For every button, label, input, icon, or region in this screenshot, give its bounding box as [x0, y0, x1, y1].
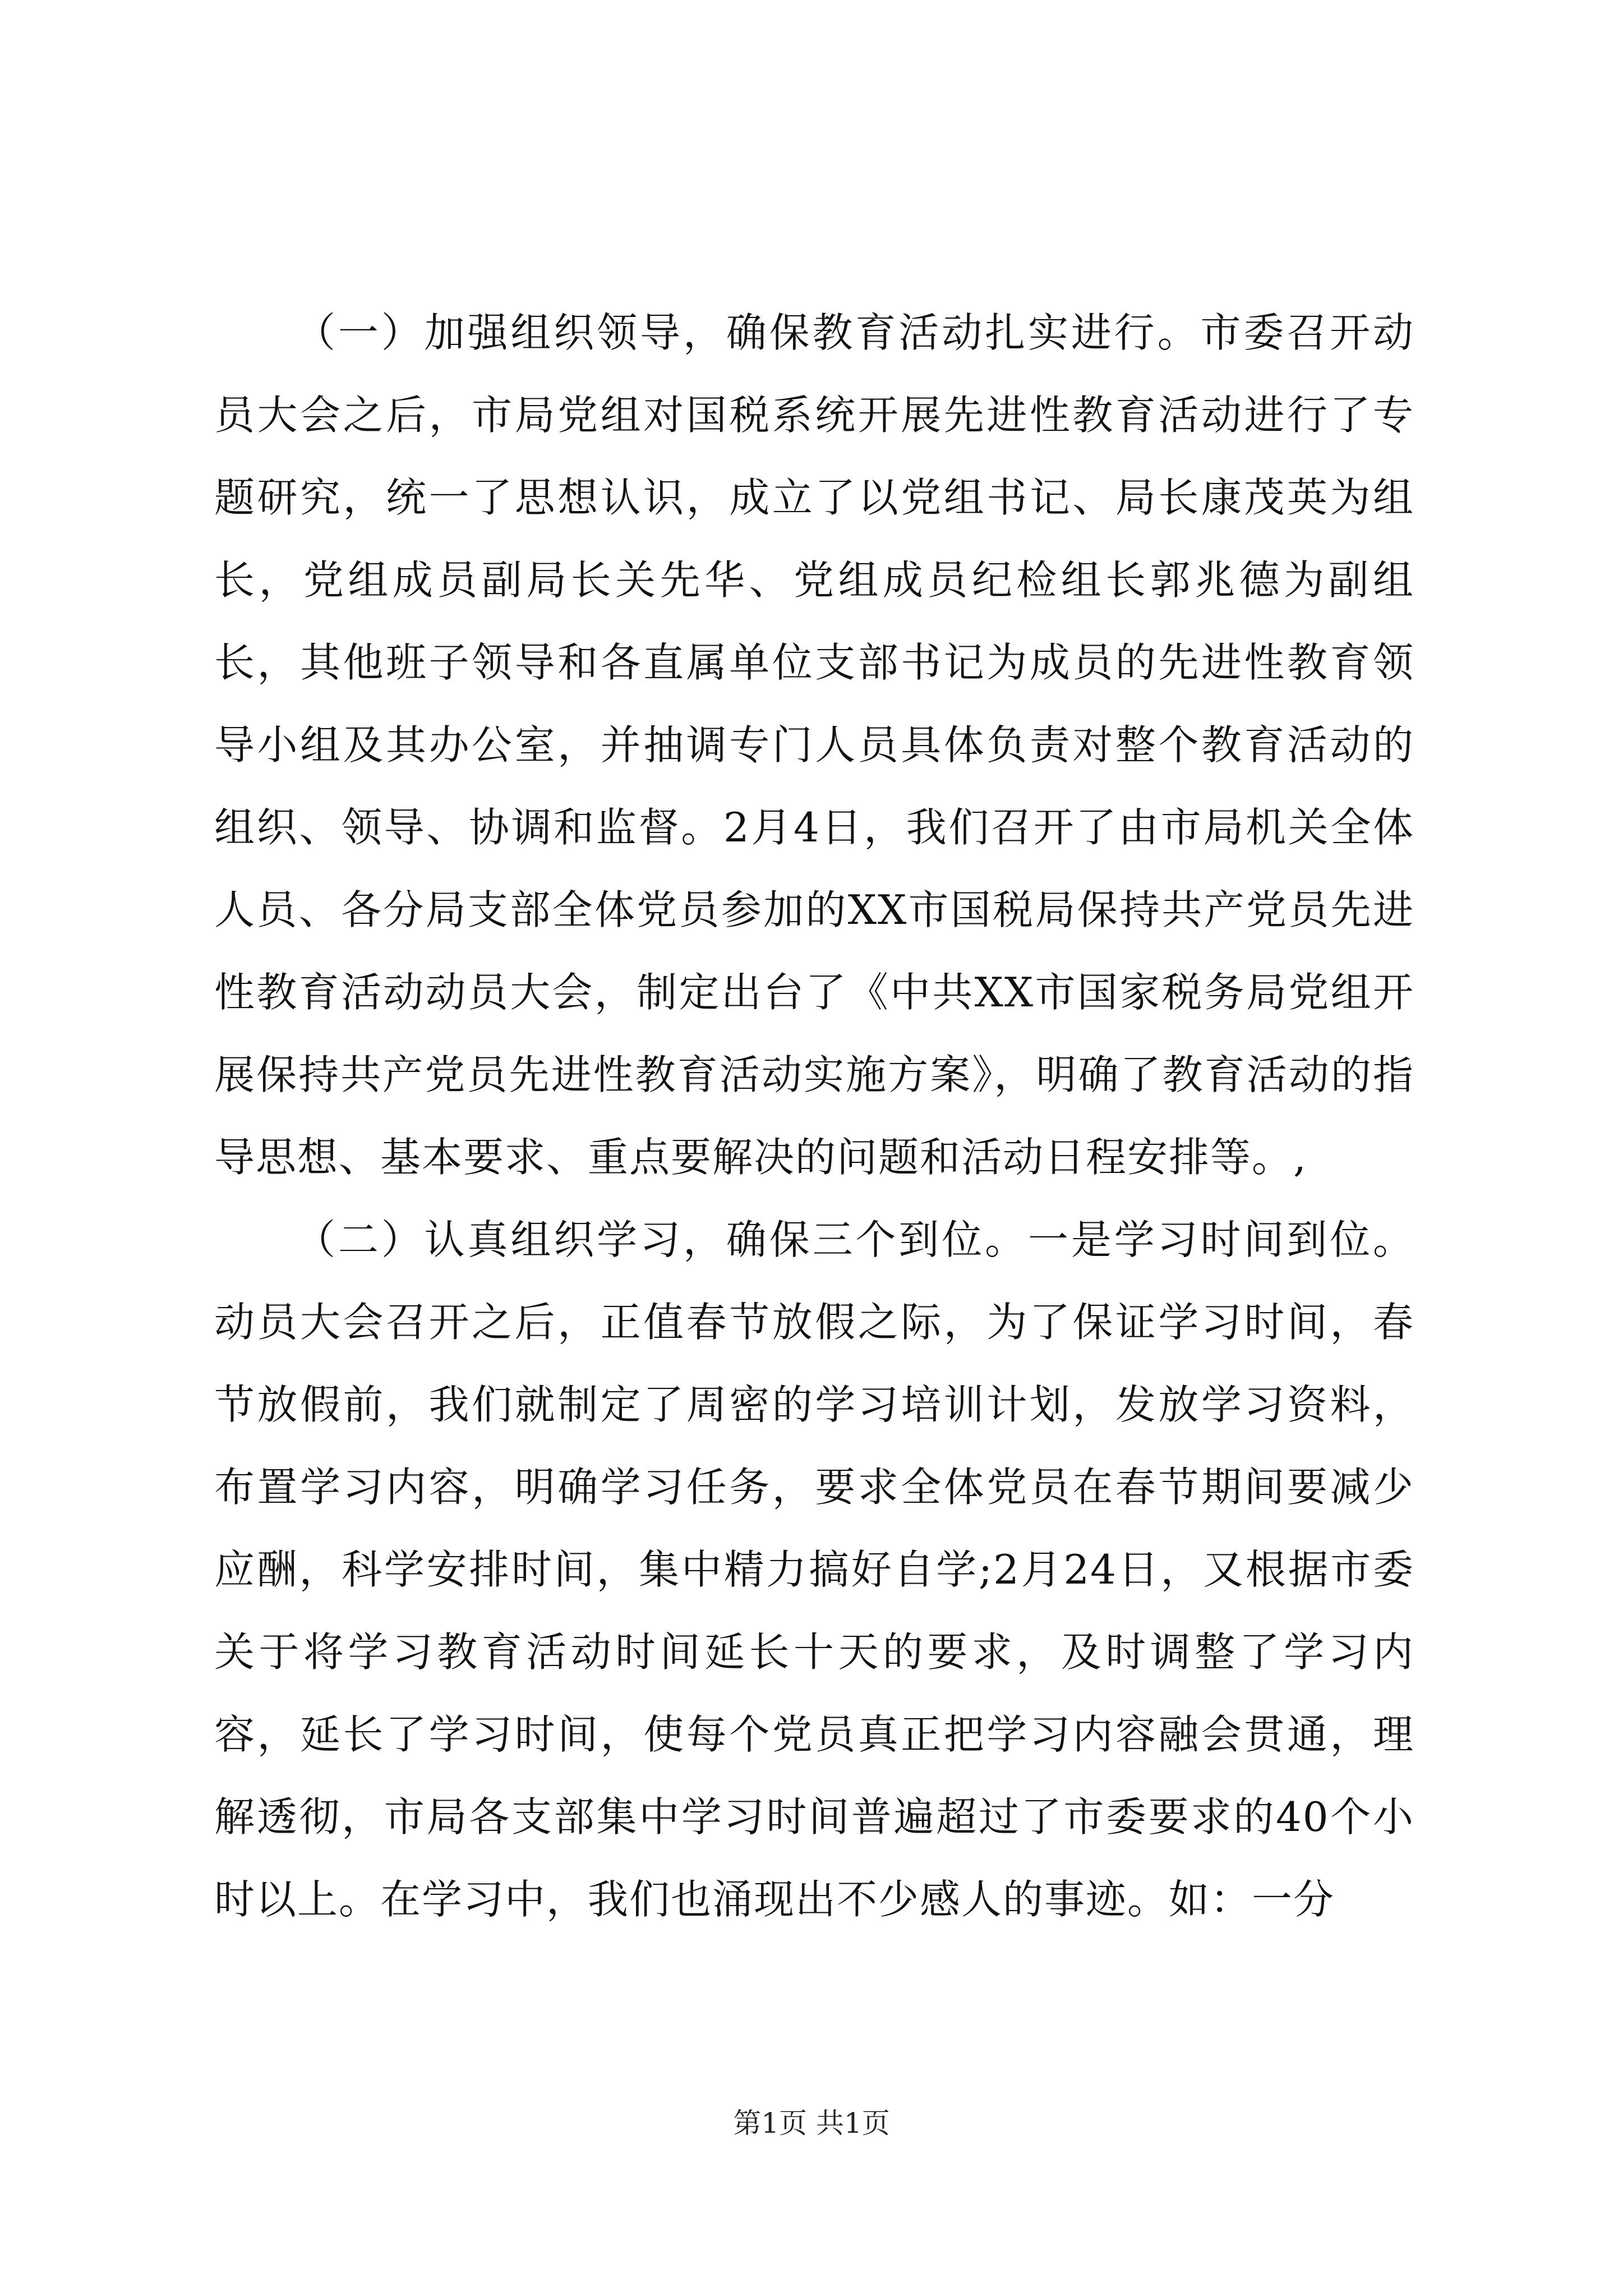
paragraph-2: （二）认真组织学习，确保三个到位。一是学习时间到位。动员大会召开之后，正值春节放假之际，为了保证学习时间，春节放假前，我们就制定了周密的学习培训计划，发放学习资料，布置学习内容，明确学习任务，要求全体党员在春节期间要减少应酬，科学安排时间，集中精力搞好自学;2月24日，又根据市委关于将学习教育活动时间延长十天的要求，及时调整了学习内容，延长了学习时间，使每个党员真正把学习内容融会贯通，理解透彻，市局各支部集中学习时间普遍超过了市委要求的40个小时以上。在学习中，我们也涌现出不少感人的事迹。如：一分 [214, 1216, 1414, 1923]
page-footer: 第1页 共1页 [733, 2107, 890, 2139]
paragraph-1: （一）加强组织领导，确保教育活动扎实进行。市委召开动员大会之后，市局党组对国税系统开展先进性教育活动进行了专题研究，统一了思想认识，成立了以党组书记、局长康茂英为组长，党组成员副局长关先华、党组成员纪检组长郭兆德为副组长，其他班子领导和各直属单位支部书记为成员的先进性教育领导小组及其办公室，并抽调专门人员具体负责对整个教育活动的组织、领导、协调和监督。2月4日，我们召开了由市局机关全体人员、各分局支部全体党员参加的XX市国税局保持共产党员先进性教育活动动员大会，制定出台了《中共XX市国家税务局党组开展保持共产党员先进性教育活动实施方案》，明确了教育活动的指导思想、基本要求、重点要解决的问题和活动日程安排等。, [214, 309, 1414, 1181]
document-body [214, 292, 1414, 1941]
